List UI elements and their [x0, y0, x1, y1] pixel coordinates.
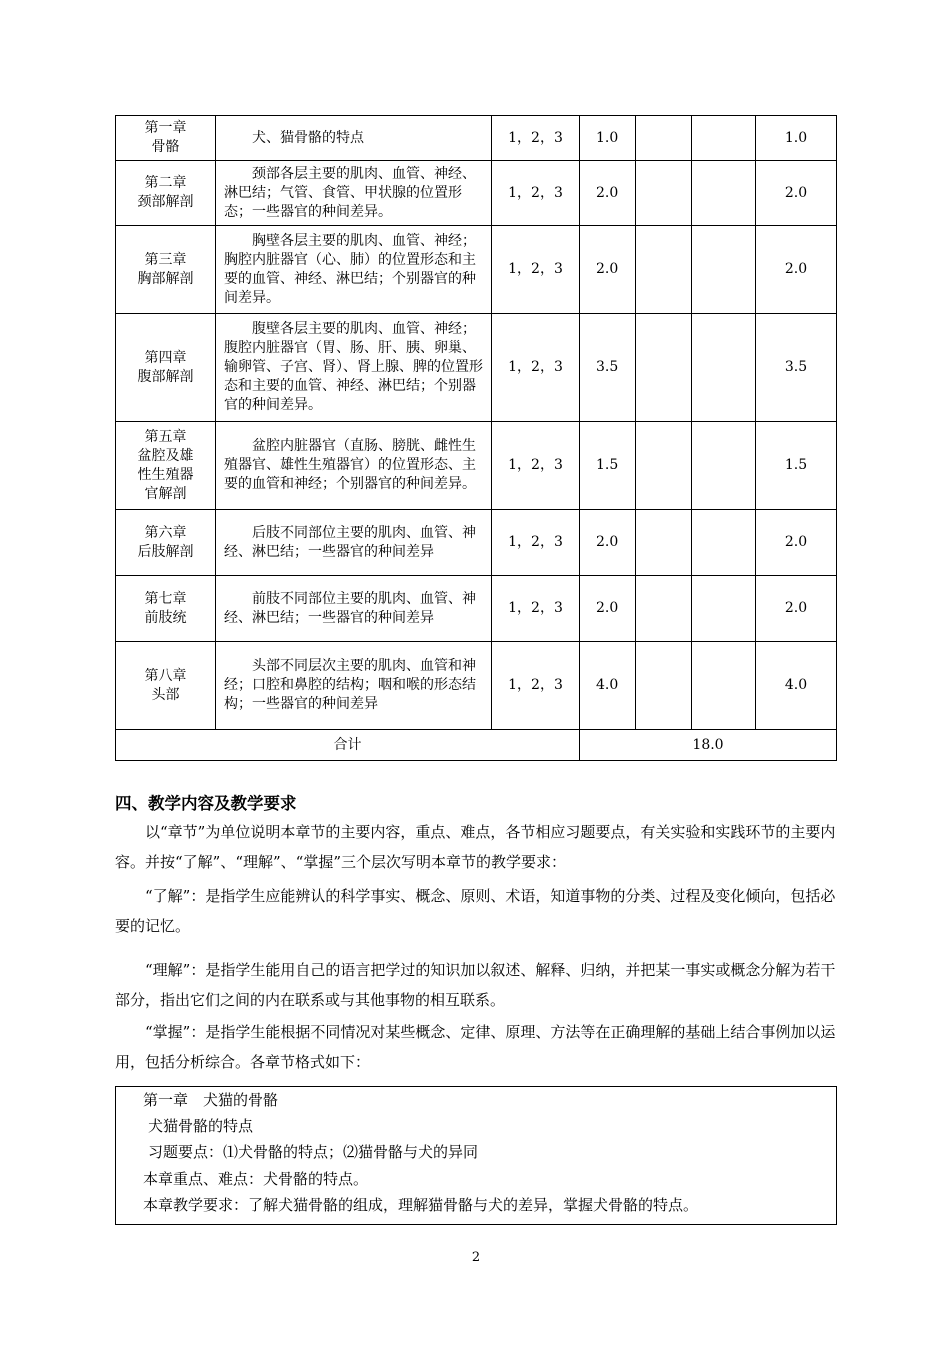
total-value: 18.0	[580, 730, 837, 761]
empty-cell	[692, 510, 756, 576]
total-row	[116, 730, 837, 761]
lecture-hours-cell: 2.0	[580, 161, 636, 226]
content-cell: 胸壁各层主要的肌肉、血管、神经；胸腔内脏器官（心、肺）的位置形态和主要的血管、神经、淋巴结；个别器官的种间差异。	[216, 226, 492, 314]
total-hours-cell: 1.5	[756, 422, 837, 510]
empty-cell	[636, 314, 692, 422]
chapter-line: 第四章	[144, 349, 187, 366]
content-cell: 前肢不同部位主要的肌肉、血管、神经、淋巴结；一些器官的种间差异	[216, 576, 492, 642]
chapter-line: 第三章	[144, 251, 187, 268]
chapter-line: 胸部解剖	[137, 270, 194, 287]
empty-cell	[692, 314, 756, 422]
total-hours-cell: 4.0	[756, 642, 837, 730]
table-row	[116, 510, 837, 576]
chapter-line: 官解剖	[144, 485, 187, 502]
objectives-cell: 1，2，3	[492, 226, 580, 314]
table-row	[116, 226, 837, 314]
example-exercise: 习题要点：⑴犬骨骼的特点；⑵猫骨骼与犬的异同	[148, 1143, 479, 1161]
content-cell: 后肢不同部位主要的肌肉、血管、神经、淋巴结；一些器官的种间差异	[216, 510, 492, 576]
lecture-hours-cell: 2.0	[580, 510, 636, 576]
chapter-line: 腹部解剖	[137, 368, 194, 385]
empty-cell	[692, 422, 756, 510]
chapter-cell	[116, 422, 216, 510]
total-hours-cell: 2.0	[756, 510, 837, 576]
chapter-cell	[116, 576, 216, 642]
chapter-line: 第五章	[144, 428, 187, 445]
zhangwo-paragraph: “掌握”：是指学生能根据不同情况对某些概念、定律、原理、方法等在正确理解的基础上结合事例加以运用，包括分析综合。各章节格式如下：	[115, 1023, 836, 1071]
empty-cell	[636, 161, 692, 226]
total-hours-cell: 2.0	[756, 226, 837, 314]
chapter-line: 头部	[151, 686, 180, 703]
example-requirements: 本章教学要求：了解犬猫骨骼的组成，理解猫骨骼与犬的差异，掌握犬骨骼的特点。	[143, 1196, 699, 1214]
chapter-cell	[116, 510, 216, 576]
empty-cell	[692, 161, 756, 226]
total-hours-cell: 2.0	[756, 161, 837, 226]
page-number: 2	[471, 1250, 481, 1265]
chapter-line: 前肢统	[144, 609, 187, 626]
chapter-line: 第一章	[144, 120, 187, 136]
chapter-line: 盆腔及雄	[137, 447, 194, 464]
lecture-hours-cell: 1.5	[580, 422, 636, 510]
empty-cell	[692, 226, 756, 314]
content-cell: 腹壁各层主要的肌肉、血管、神经；腹腔内脏器官（胃、肠、肝、胰、卵巢、输卵管、子宫、肾）、肾上腺、脾的位置形态和主要的血管、神经、淋巴结；个别器官的种间差异。	[216, 314, 492, 422]
table-row	[116, 161, 837, 226]
hours-table	[115, 115, 837, 761]
total-hours-cell: 3.5	[756, 314, 837, 422]
intro-paragraph: 以“章节”为单位说明本章节的主要内容，重点、难点，各节相应习题要点，有关实验和实践环节的主要内容。并按“了解”、“理解”、“掌握”三个层次写明本章节的教学要求：	[115, 823, 836, 871]
chapter-line: 骨骼	[151, 139, 180, 155]
chapter-line: 第八章	[144, 667, 187, 684]
empty-cell	[636, 576, 692, 642]
empty-cell	[636, 116, 692, 161]
empty-cell	[636, 510, 692, 576]
chapter-cell	[116, 314, 216, 422]
chapter-cell	[116, 161, 216, 226]
objectives-cell: 1，2，3	[492, 510, 580, 576]
chapter-line: 后肢解剖	[137, 543, 194, 560]
lecture-hours-cell: 3.5	[580, 314, 636, 422]
empty-cell	[692, 642, 756, 730]
lecture-hours-cell: 2.0	[580, 576, 636, 642]
content-cell: 犬、猫骨骼的特点	[216, 116, 492, 161]
chapter-line: 性生殖器	[137, 466, 194, 483]
chapter-cell	[116, 116, 216, 161]
chapter-line: 第六章	[144, 524, 187, 541]
example-section: 犬猫骨骼的特点	[148, 1117, 254, 1135]
liaojie-paragraph: “了解”：是指学生应能辨认的科学事实、概念、原则、术语，知道事物的分类、过程及变化倾向，包括必要的记忆。	[115, 887, 836, 935]
example-format-box	[115, 1086, 837, 1225]
content-cell: 盆腔内脏器官（直肠、膀胱、雌性生殖器官、雄性生殖器官）的位置形态、主要的血管和神经；个别器官的种间差异。	[216, 422, 492, 510]
total-hours-cell: 2.0	[756, 576, 837, 642]
empty-cell	[636, 422, 692, 510]
lijie-paragraph: “理解”：是指学生能用自己的语言把学过的知识加以叙述、解释、归纳，并把某一事实或概念分解为若干部分，指出它们之间的内在联系或与其他事物的相互联系。	[115, 961, 836, 1009]
objectives-cell: 1，2，3	[492, 422, 580, 510]
empty-cell	[692, 576, 756, 642]
chapter-line: 第七章	[144, 590, 187, 607]
example-chapter-title: 第一章 犬猫的骨骼	[143, 1091, 279, 1109]
section-heading: 四、教学内容及教学要求	[115, 794, 297, 813]
table-row	[116, 576, 837, 642]
chapter-cell	[116, 226, 216, 314]
content-cell: 头部不同层次主要的肌肉、血管和神经；口腔和鼻腔的结构；咽和喉的形态结构；一些器官的种间差异	[216, 642, 492, 730]
lecture-hours-cell: 2.0	[580, 226, 636, 314]
objectives-cell: 1，2，3	[492, 576, 580, 642]
chapter-line: 颈部解剖	[137, 194, 194, 210]
table-row	[116, 116, 837, 161]
lecture-hours-cell: 1.0	[580, 116, 636, 161]
chapter-cell	[116, 642, 216, 730]
empty-cell	[636, 226, 692, 314]
objectives-cell: 1，2，3	[492, 161, 580, 226]
total-hours-cell: 1.0	[756, 116, 837, 161]
total-label: 合计	[116, 730, 580, 761]
table-row	[116, 422, 837, 510]
example-key-points: 本章重点、难点：犬骨骼的特点。	[143, 1170, 369, 1188]
objectives-cell: 1，2，3	[492, 314, 580, 422]
empty-cell	[636, 642, 692, 730]
table-row	[116, 642, 837, 730]
objectives-cell: 1，2，3	[492, 116, 580, 161]
lecture-hours-cell: 4.0	[580, 642, 636, 730]
objectives-cell: 1，2，3	[492, 642, 580, 730]
empty-cell	[692, 116, 756, 161]
chapter-line: 第二章	[144, 175, 187, 191]
table-row	[116, 314, 837, 422]
content-cell: 颈部各层主要的肌肉、血管、神经、淋巴结；气管、食管、甲状腺的位置形态；一些器官的种间差异。	[216, 161, 492, 226]
